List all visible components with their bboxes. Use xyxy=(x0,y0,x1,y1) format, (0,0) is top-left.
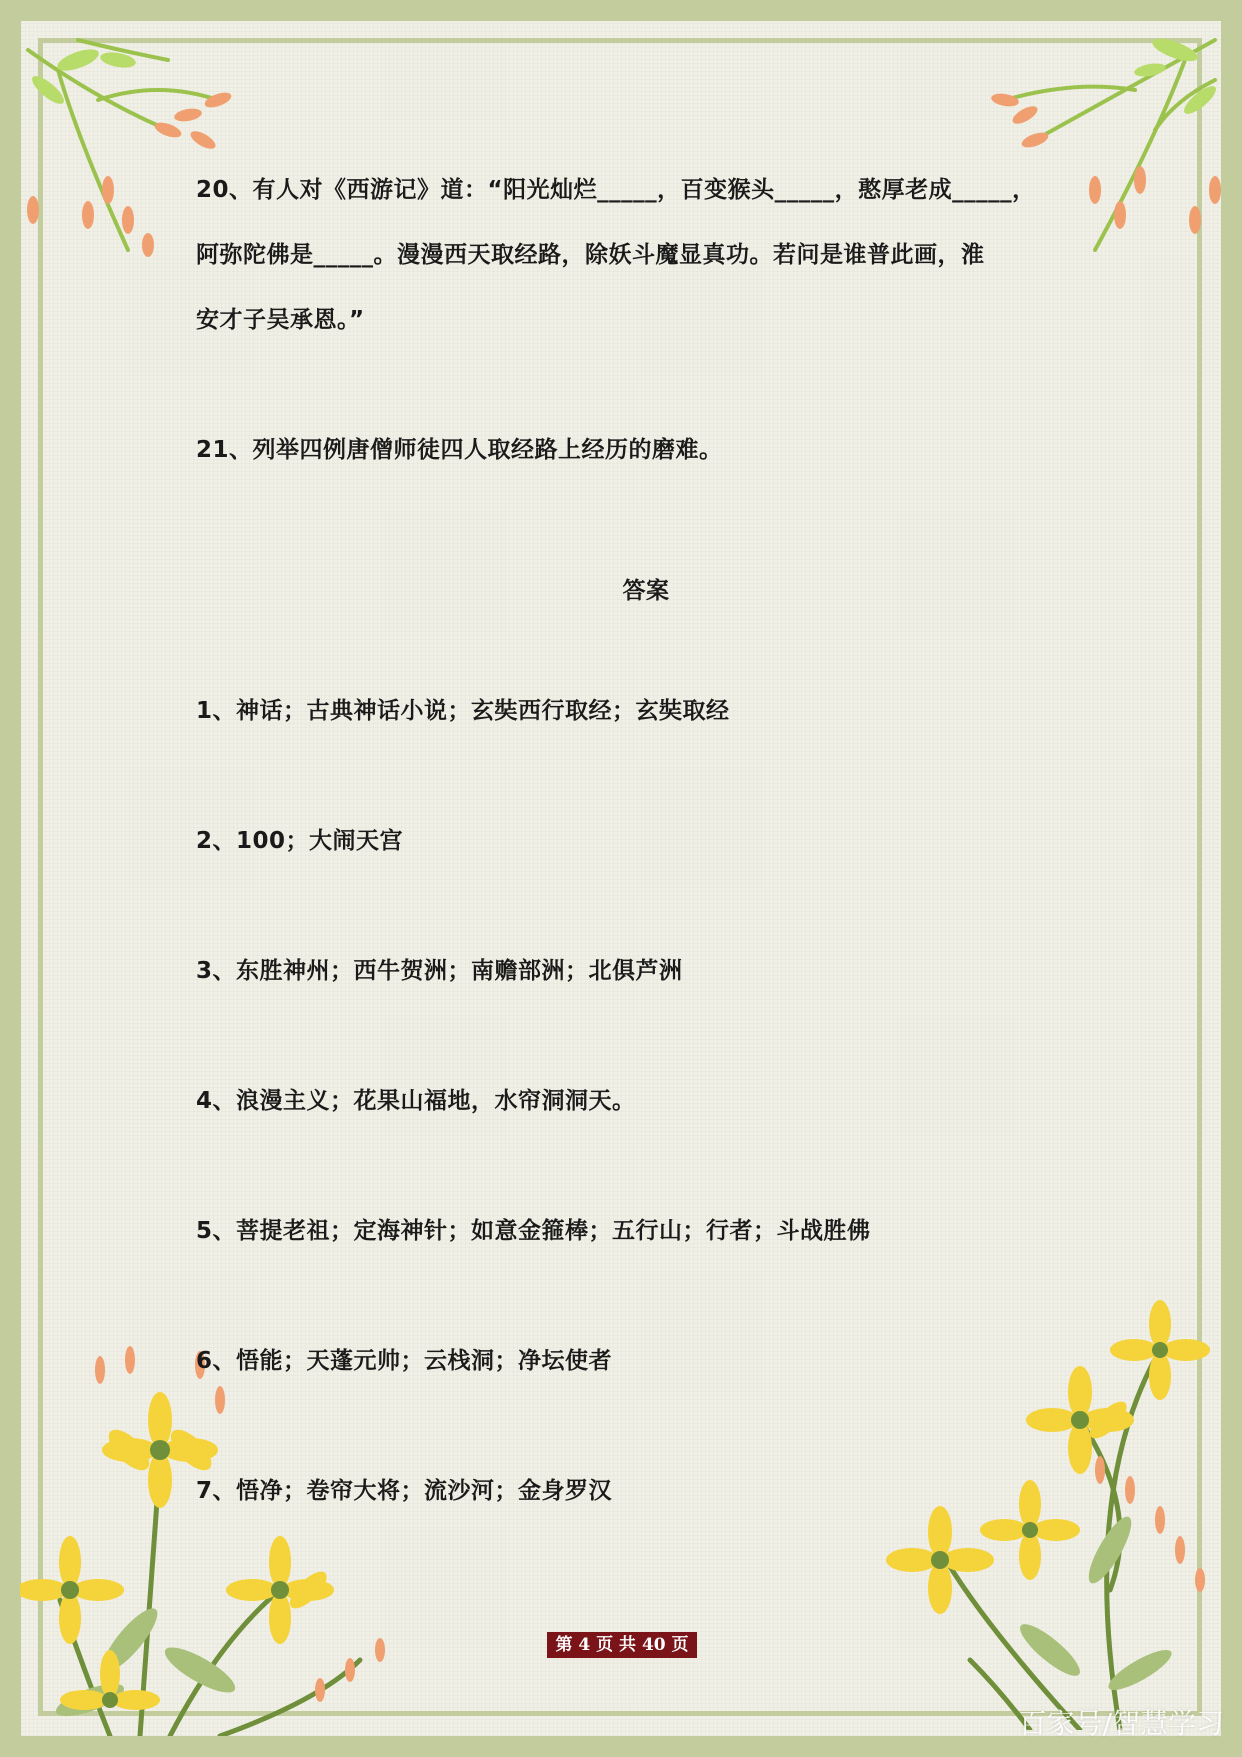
question-21: 21、列举四例唐僧师徒四人取经路上经历的磨难。 xyxy=(196,437,723,463)
bottom-right-flower-decoration xyxy=(880,1290,1220,1730)
answer-item: 3、东胜神州；西牛贺洲；南赡部洲；北俱芦洲 xyxy=(196,958,683,984)
question-20-line-3: 安才子吴承恩。” xyxy=(196,307,365,333)
watermark-text: 百家号/智慧学习 xyxy=(1018,1707,1224,1740)
top-left-branch-decoration xyxy=(18,20,248,260)
question-20-line-2: 阿弥陀佛是_____。漫漫西天取经路，除妖斗魔显真功。若问是谁普此画，淮 xyxy=(196,242,985,268)
answer-item: 6、悟能；天蓬元帅；云栈洞；净坛使者 xyxy=(196,1348,613,1374)
answer-item: 1、神话；古典神话小说；玄奘西行取经；玄奘取经 xyxy=(196,698,730,724)
bottom-left-flower-decoration xyxy=(20,1340,460,1736)
answer-item: 5、菩提老祖；定海神针；如意金箍棒；五行山；行者；斗战胜佛 xyxy=(196,1218,871,1244)
top-right-branch-decoration xyxy=(975,20,1225,260)
answers-heading: 答案 xyxy=(622,578,670,604)
question-20-line-1: 20、有人对《西游记》道：“阳光灿烂_____，百变猴头_____，憨厚老成_____， xyxy=(196,177,1036,203)
page-number-label: 第 4 页 共 40 页 xyxy=(547,1632,697,1658)
answer-item: 7、悟净；卷帘大将；流沙河；金身罗汉 xyxy=(196,1478,613,1504)
answer-item: 2、100；大闹天宫 xyxy=(196,828,404,854)
answer-item: 4、浪漫主义；花果山福地，水帘洞洞天。 xyxy=(196,1088,636,1114)
